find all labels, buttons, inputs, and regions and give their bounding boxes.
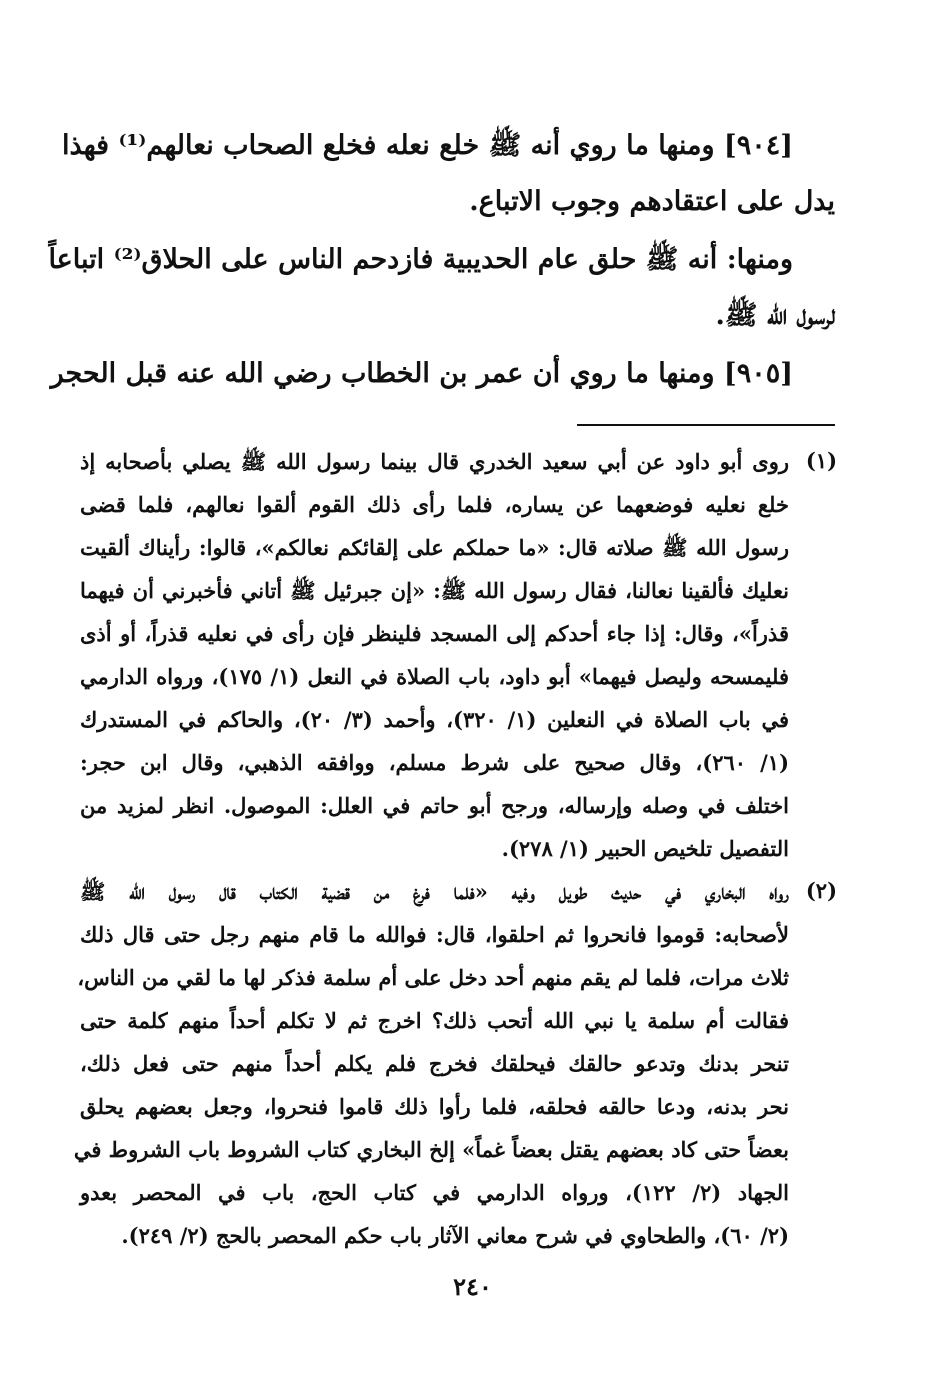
footnote-line: نحر بدنه، ودعا حالقه فحلقه، فلما رأوا ذلك قاموا فنحروا، وجعل بعضهم يحلق bbox=[80, 1094, 789, 1119]
footnote-number: (١) bbox=[805, 448, 837, 473]
paragraph-halq bbox=[48, 232, 835, 344]
text-line: ومنها: أنه ﷺ حلق عام الحديبية فازدحم الناس على الحلاق⁽²⁾ اتباعاً bbox=[48, 244, 793, 275]
footnote-line: التفصيل تلخيص الحبير (١/ ٢٧٨). bbox=[501, 836, 789, 861]
footnote-1 bbox=[80, 440, 835, 870]
footnote-line: نعليك فألقينا نعالنا، فقال رسول الله ﷺ: «إن جبرئيل ﷺ أتاني فأخبرني أن فيهما bbox=[80, 578, 789, 603]
footnote-2 bbox=[73, 870, 837, 1257]
text-line: [٩٠٤] ومنها ما روي أنه ﷺ خلع نعله فخلع الصحاب نعالهم⁽¹⁾ فهذا bbox=[62, 130, 793, 161]
footnote-line: الجهاد (٢/ ١٢٢)، ورواه الدارمي في كتاب الحج، باب في المحصر بعدو bbox=[80, 1180, 789, 1205]
footnote-line: روى أبو داود عن أبي سعيد الخدري قال بينما رسول الله ﷺ يصلي بأصحابه إذ bbox=[80, 449, 789, 474]
footnote-line: فليمسحه وليصل فيهما» أبو داود، باب الصلاة في النعل (١/ ١٧٥)، ورواه الدارمي bbox=[80, 664, 789, 689]
text-line: يدل على اعتقادهم وجوب الاتباع. bbox=[469, 186, 835, 217]
page-number: ٢٤٠ bbox=[453, 1272, 492, 1301]
footnotes bbox=[73, 440, 837, 1257]
footnote-line: ثلاث مرات، فلما لم يقم منهم أحد دخل على أم سلمة فذكر لها ما لقي من الناس، bbox=[77, 965, 789, 990]
footnote-line: تنحر بدنك وتدعو حالقك فيحلقك فخرج فلم يكلم أحداً منهم حتى فعل ذلك، bbox=[80, 1051, 789, 1076]
footnote-line: قذراً»، وقال: إذا جاء أحدكم إلى المسجد فلينظر فإن رأى في نعليه قذراً، أو أذى bbox=[80, 621, 789, 646]
footnote-line: لأصحابه: قوموا فانحروا ثم احلقوا، قال: فوالله ما قام منهم رجل حتى قال ذلك bbox=[80, 922, 789, 947]
footnote-line: رواه البخاري في حديث طويل وفيه «فلما فرغ من قضية الكتاب قال رسول الله ﷺ bbox=[80, 879, 789, 904]
footnote-line: خلع نعليه فوضعهما عن يساره، فلما رأى ذلك القوم ألقوا نعالهم، فلما قضى bbox=[80, 492, 789, 517]
footnote-line: في باب الصلاة في النعلين (١/ ٣٢٠)، وأحمد (٣/ ٢٠)، والحاكم في المستدرك bbox=[80, 707, 789, 732]
footnote-line: (١/ ٢٦٠)، وقال صحيح على شرط مسلم، ووافقه الذهبي، وقال ابن حجر: bbox=[80, 750, 789, 775]
footnote-number: (٢) bbox=[805, 878, 837, 903]
paragraph-904 bbox=[62, 118, 835, 230]
footnote-line: فقالت أم سلمة يا نبي الله أتحب ذلك؟ اخرج ثم لا تكلم أحداً منهم كلمة حتى bbox=[80, 1008, 789, 1033]
paragraph-905 bbox=[50, 346, 835, 402]
footnote-line: اختلف في وصله وإرساله، ورجح أبو حاتم في العلل: الموصول. انظر لمزيد من bbox=[80, 793, 789, 818]
footnote-line: رسول الله ﷺ صلاته قال: «ما حملكم على إلقائكم نعالكم»، قالوا: رأيناك ألقيت bbox=[80, 535, 789, 560]
text-line: [٩٠٥] ومنها ما روي أن عمر بن الخطاب رضي الله عنه قبل الحجر bbox=[50, 358, 793, 389]
footnote-line: بعضاً حتى كاد بعضهم يقتل بعضاً غماً» إلخ البخاري كتاب الشروط باب الشروط في bbox=[73, 1137, 789, 1162]
text-line: لرسول الله ﷺ. bbox=[715, 300, 835, 331]
footnote-line: (٢/ ٦٠)، والطحاوي في شرح معاني الآثار باب حكم المحصر بالحج (٢/ ٢٤٩). bbox=[121, 1223, 789, 1248]
footnote-separator bbox=[577, 424, 835, 426]
main-text bbox=[48, 118, 835, 402]
